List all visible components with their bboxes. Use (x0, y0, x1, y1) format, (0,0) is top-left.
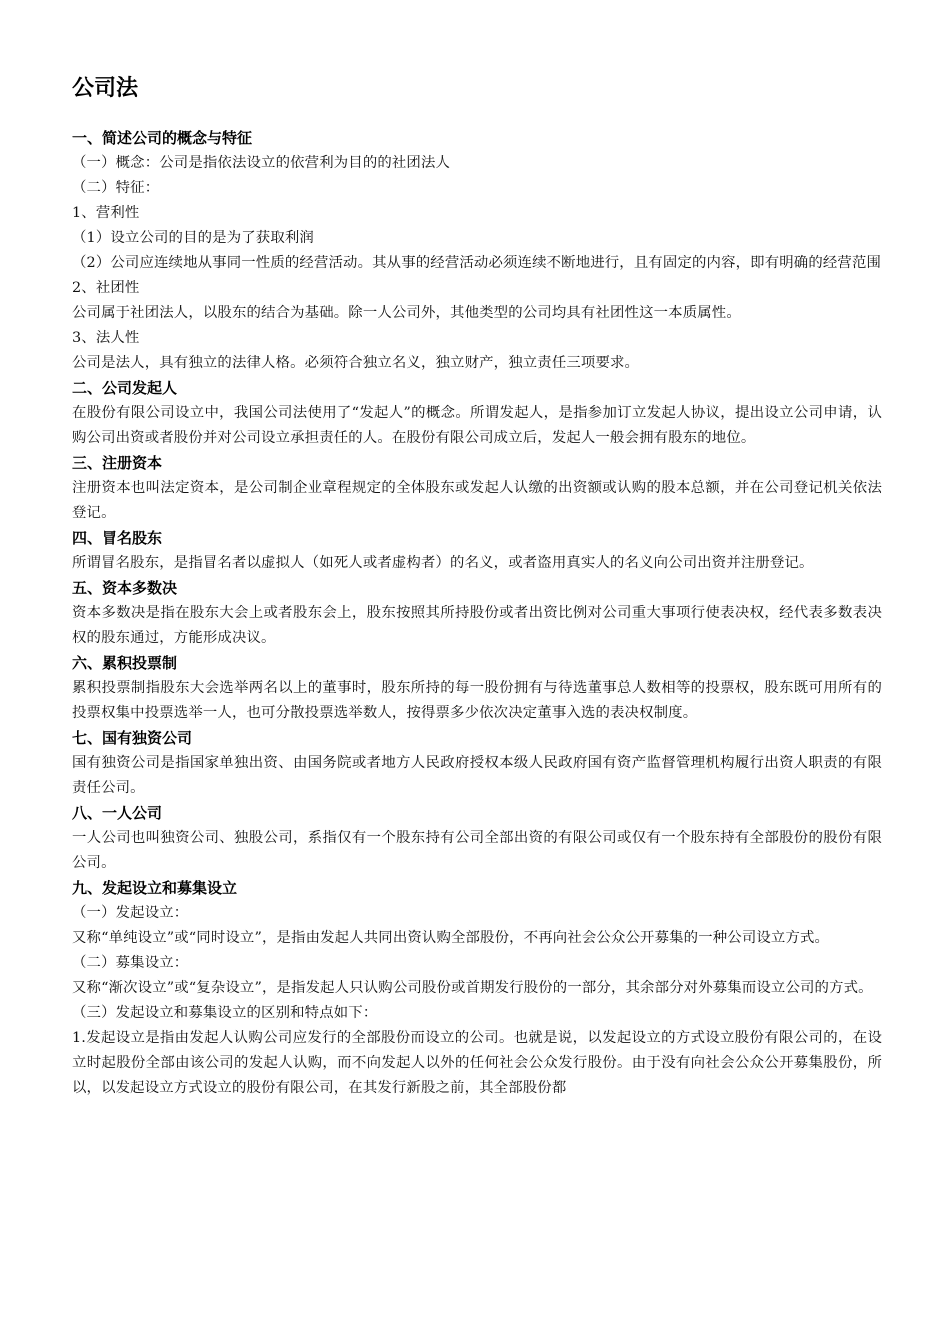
section-7 (72, 726, 882, 801)
paragraph: 国有独资公司是指国家单独出资、由国务院或者地方人民政府授权本级人民政府国有资产监督管理机构履行出资人职责的有限责任公司。 (72, 755, 882, 796)
paragraph: 累积投票制指股东大会选举两名以上的董事时，股东所持的每一股份拥有与待选董事总人数相等的投票权，股东既可用所有的投票权集中投票选举一人，也可分散投票选举数人，按得票多少依次决定董事入选的表决权制度。 (72, 680, 882, 721)
section-8 (72, 801, 882, 876)
paragraph: 1、营利性 (72, 205, 140, 221)
section-heading: 二、公司发起人 (72, 379, 178, 397)
section-heading: 一、简述公司的概念与特征 (72, 129, 253, 147)
section-heading: 五、资本多数决 (72, 579, 178, 597)
paragraph: 又称“单纯设立”或“同时设立”，是指由发起人共同出资认购全部股份，不再向社会公众公开募集的一种公司设立方式。 (72, 930, 830, 946)
paragraph: 公司属于社团法人，以股东的结合为基础。除一人公司外，其他类型的公司均具有社团性这一本质属性。 (72, 305, 741, 321)
paragraph: 资本多数决是指在股东大会上或者股东会上，股东按照其所持股份或者出资比例对公司重大事项行使表决权，经代表多数表决权的股东通过，方能形成决议。 (72, 605, 882, 646)
paragraph: 公司是法人，具有独立的法律人格。必须符合独立名义，独立财产，独立责任三项要求。 (72, 355, 640, 371)
paragraph: （一）概念：公司是指依法设立的依营利为目的的社团法人 (72, 155, 451, 171)
section-2 (72, 376, 882, 451)
section-heading: 三、注册资本 (72, 454, 163, 472)
section-heading: 九、发起设立和募集设立 (72, 879, 238, 897)
section-heading: 四、冒名股东 (72, 529, 163, 547)
paragraph: 2、社团性 (72, 280, 140, 296)
paragraph: （二）募集设立： (72, 955, 189, 971)
section-4 (72, 526, 882, 576)
paragraph: 注册资本也叫法定资本，是公司制企业章程规定的全体股东或发起人认缴的出资额或认购的股本总额，并在公司登记机关依法登记。 (72, 480, 882, 521)
section-3 (72, 451, 882, 526)
section-6 (72, 651, 882, 726)
paragraph: 在股份有限公司设立中，我国公司法使用了“发起人”的概念。所谓发起人，是指参加订立发起人协议，提出设立公司申请，认购公司出资或者股份并对公司设立承担责任的人。在股份有限公司成立后，发起人一般会拥有股东的地位。 (72, 405, 882, 446)
paragraph: （一）发起设立： (72, 905, 189, 921)
paragraph: 1.发起设立是指由发起人认购公司应发行的全部股份而设立的公司。也就是说，以发起设立的方式设立股份有限公司的，在设立时起股份全部由该公司的发起人认购，而不向发起人以外的任何社会公众发行股份。由于没有向社会公众公开募集股份，所以，以发起设立方式设立的股份有限公司，在其发行新股之前，其全部股份都 (72, 1030, 882, 1096)
section-1 (72, 126, 882, 376)
paragraph: 所谓冒名股东，是指冒名者以虚拟人（如死人或者虚构者）的名义，或者盗用真实人的名义向公司出资并注册登记。 (72, 555, 814, 571)
section-heading: 七、国有独资公司 (72, 729, 193, 747)
paragraph: 又称“渐次设立”或“复杂设立”，是指发起人只认购公司股份或首期发行股份的一部分，其余部分对外募集而设立公司的方式。 (72, 980, 873, 996)
document-page (72, 72, 882, 1101)
paragraph: 一人公司也叫独资公司、独股公司，系指仅有一个股东持有公司全部出资的有限公司或仅有一个股东持有全部股份的股份有限公司。 (72, 830, 882, 871)
paragraph: （2）公司应连续地从事同一性质的经营活动。其从事的经营活动必须连续不断地进行，且有固定的内容，即有明确的经营范围 (72, 255, 882, 271)
document-title: 公司法 (72, 76, 139, 101)
paragraph: （二）特征： (72, 180, 160, 196)
document-body (72, 126, 882, 1101)
paragraph: （1）设立公司的目的是为了获取利润 (72, 230, 314, 246)
section-heading: 六、累积投票制 (72, 654, 178, 672)
paragraph: （三）发起设立和募集设立的区别和特点如下： (72, 1005, 378, 1021)
section-5 (72, 576, 882, 651)
section-9 (72, 876, 882, 1101)
section-heading: 八、一人公司 (72, 804, 163, 822)
paragraph: 3、法人性 (72, 330, 140, 346)
